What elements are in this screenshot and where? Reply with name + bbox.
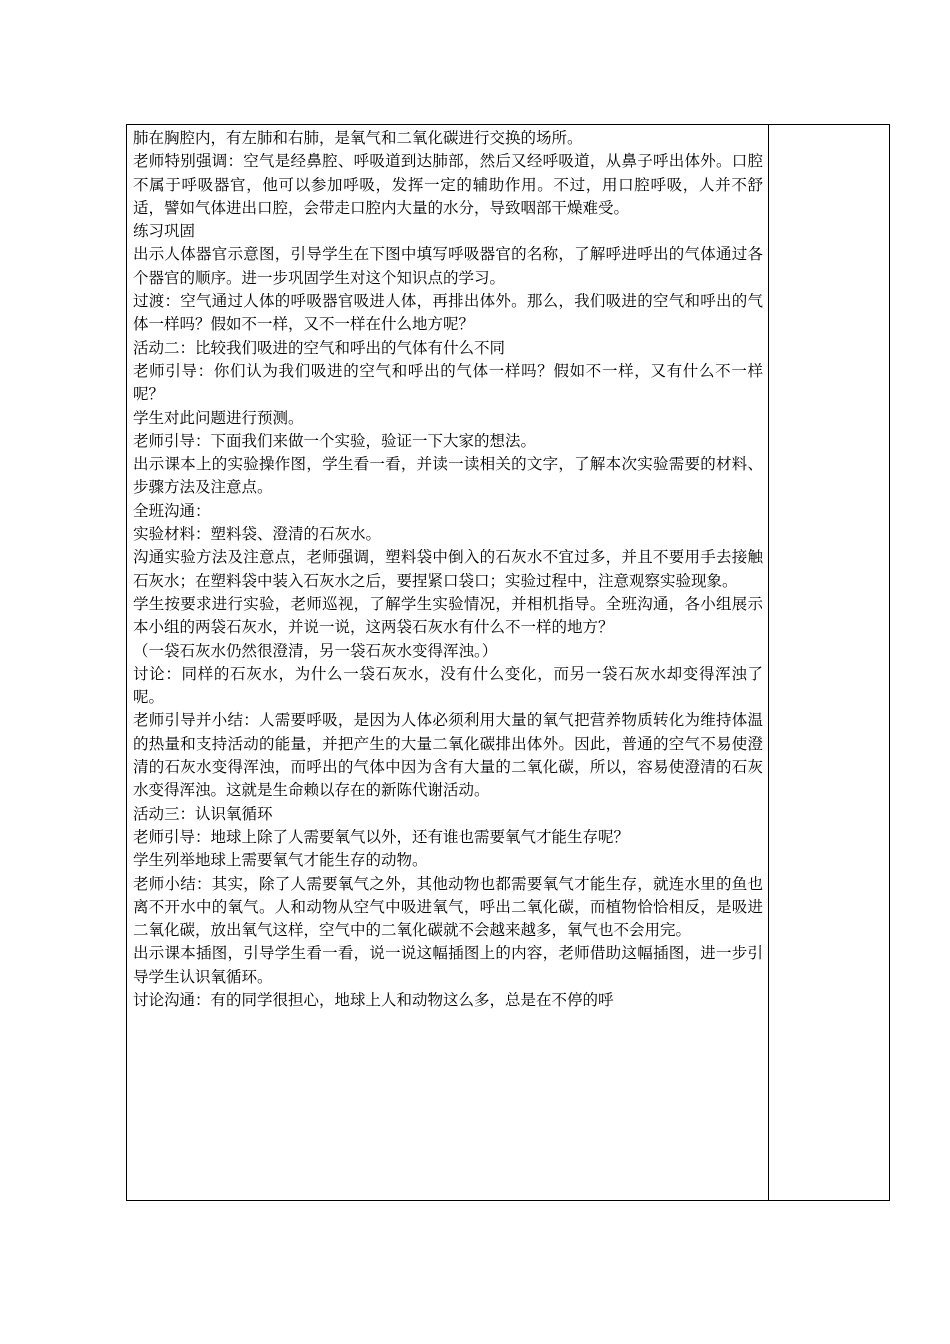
paragraph: 过渡：空气通过人体的呼吸器官吸进人体，再排出体外。那么，我们吸进的空气和呼出的气体一样吗？假如不一样，又不一样在什么地方呢？ — [133, 292, 763, 334]
paragraph: 老师引导并小结：人需要呼吸，是因为人体必须利用大量的氧气把营养物质转化为维持体温的热量和支持活动的能量，并把产生的大量二氧化碳排出体外。因此，普通的空气不易使澄清的石灰水变得浑浊，而呼出的气体中因为含有大量的二氧化碳，所以，容易使澄清的石灰水变得浑浊。这就是生命赖以存在的新陈代谢活动。 — [133, 711, 763, 800]
section-heading: 练习巩固 — [133, 222, 196, 241]
lesson-content-cell — [133, 127, 763, 1012]
paragraph: 老师引导：你们认为我们吸进的空气和呼出的气体一样吗？假如不一样，又有什么不一样呢？ — [133, 361, 763, 404]
paragraph: 出示人体器官示意图，引导学生在下图中填写呼吸器官的名称，了解呼进呼出的气体通过各个器官的顺序。进一步巩固学生对这个知识点的学习。 — [133, 245, 763, 287]
paragraph: 学生按要求进行实验，老师巡视，了解学生实验情况，并相机指导。全班沟通，各小组展示本小组的两袋石灰水，并说一说，这两袋石灰水有什么不一样的地方？ — [133, 594, 763, 637]
section-heading: 活动三：认识氧循环 — [133, 804, 273, 823]
paragraph: 学生对此问题进行预测。 — [133, 408, 304, 427]
paragraph: 肺在胸腔内，有左肺和右肺，是氧气和二氧化碳进行交换的场所。 — [133, 129, 583, 147]
lesson-table — [126, 124, 890, 1201]
paragraph: 讨论沟通：有的同学很担心，地球上人和动物这么多，总是在不停的呼 — [133, 990, 614, 1009]
section-heading: 活动二：比较我们吸进的空气和呼出的气体有什么不同 — [133, 338, 506, 357]
paragraph: 学生列举地球上需要氧气才能生存的动物。 — [133, 851, 428, 870]
paragraph: 老师引导：地球上除了人需要氧气以外，还有谁也需要氧气才能生存呢？ — [133, 827, 630, 846]
paragraph: 实验材料：塑料袋、澄清的石灰水。 — [133, 525, 382, 544]
paragraph: （一袋石灰水仍然很澄清，另一袋石灰水变得浑浊。） — [133, 641, 498, 660]
paragraph: 全班沟通： — [133, 501, 211, 520]
paragraph: 出示课本上的实验操作图，学生看一看，并读一读相关的文字，了解本次实验需要的材料、步骤方法及注意点。 — [133, 455, 763, 497]
paragraph: 老师引导：下面我们来做一个实验，验证一下大家的想法。 — [133, 431, 537, 450]
notes-cell — [769, 125, 889, 1200]
paragraph: 沟通实验方法及注意点，老师强调，塑料袋中倒入的石灰水不宜过多，并且不要用手去接触石灰水；在塑料袋中装入石灰水之后，要捏紧口袋口；实验过程中，注意观察实验现象。 — [133, 548, 763, 590]
paragraph: 讨论：同样的石灰水，为什么一袋石灰水，没有什么变化，而另一袋石灰水却变得浑浊了呢。 — [133, 664, 763, 707]
paragraph: 老师小结：其实，除了人需要氧气之外，其他动物也都需要氧气才能生存，就连水里的鱼也离不开水中的氧气。人和动物从空气中吸进氧气，呼出二氧化碳，而植物恰恰相反，是吸进二氧化碳，放出氧气这样，空气中的二氧化碳就不会越来越多，氧气也不会用完。 — [133, 874, 763, 940]
paragraph: 老师特别强调：空气是经鼻腔、呼吸道到达肺部，然后又经呼吸道，从鼻子呼出体外。口腔不属于呼吸器官，他可以参加呼吸，发挥一定的辅助作用。不过，用口腔呼吸，人并不舒适，譬如气体进出口腔，会带走口腔内大量的水分，导致咽部干燥难受。 — [133, 152, 763, 217]
paragraph: 出示课本插图，引导学生看一看，说一说这幅插图上的内容，老师借助这幅插图，进一步引导学生认识氧循环。 — [133, 944, 763, 986]
